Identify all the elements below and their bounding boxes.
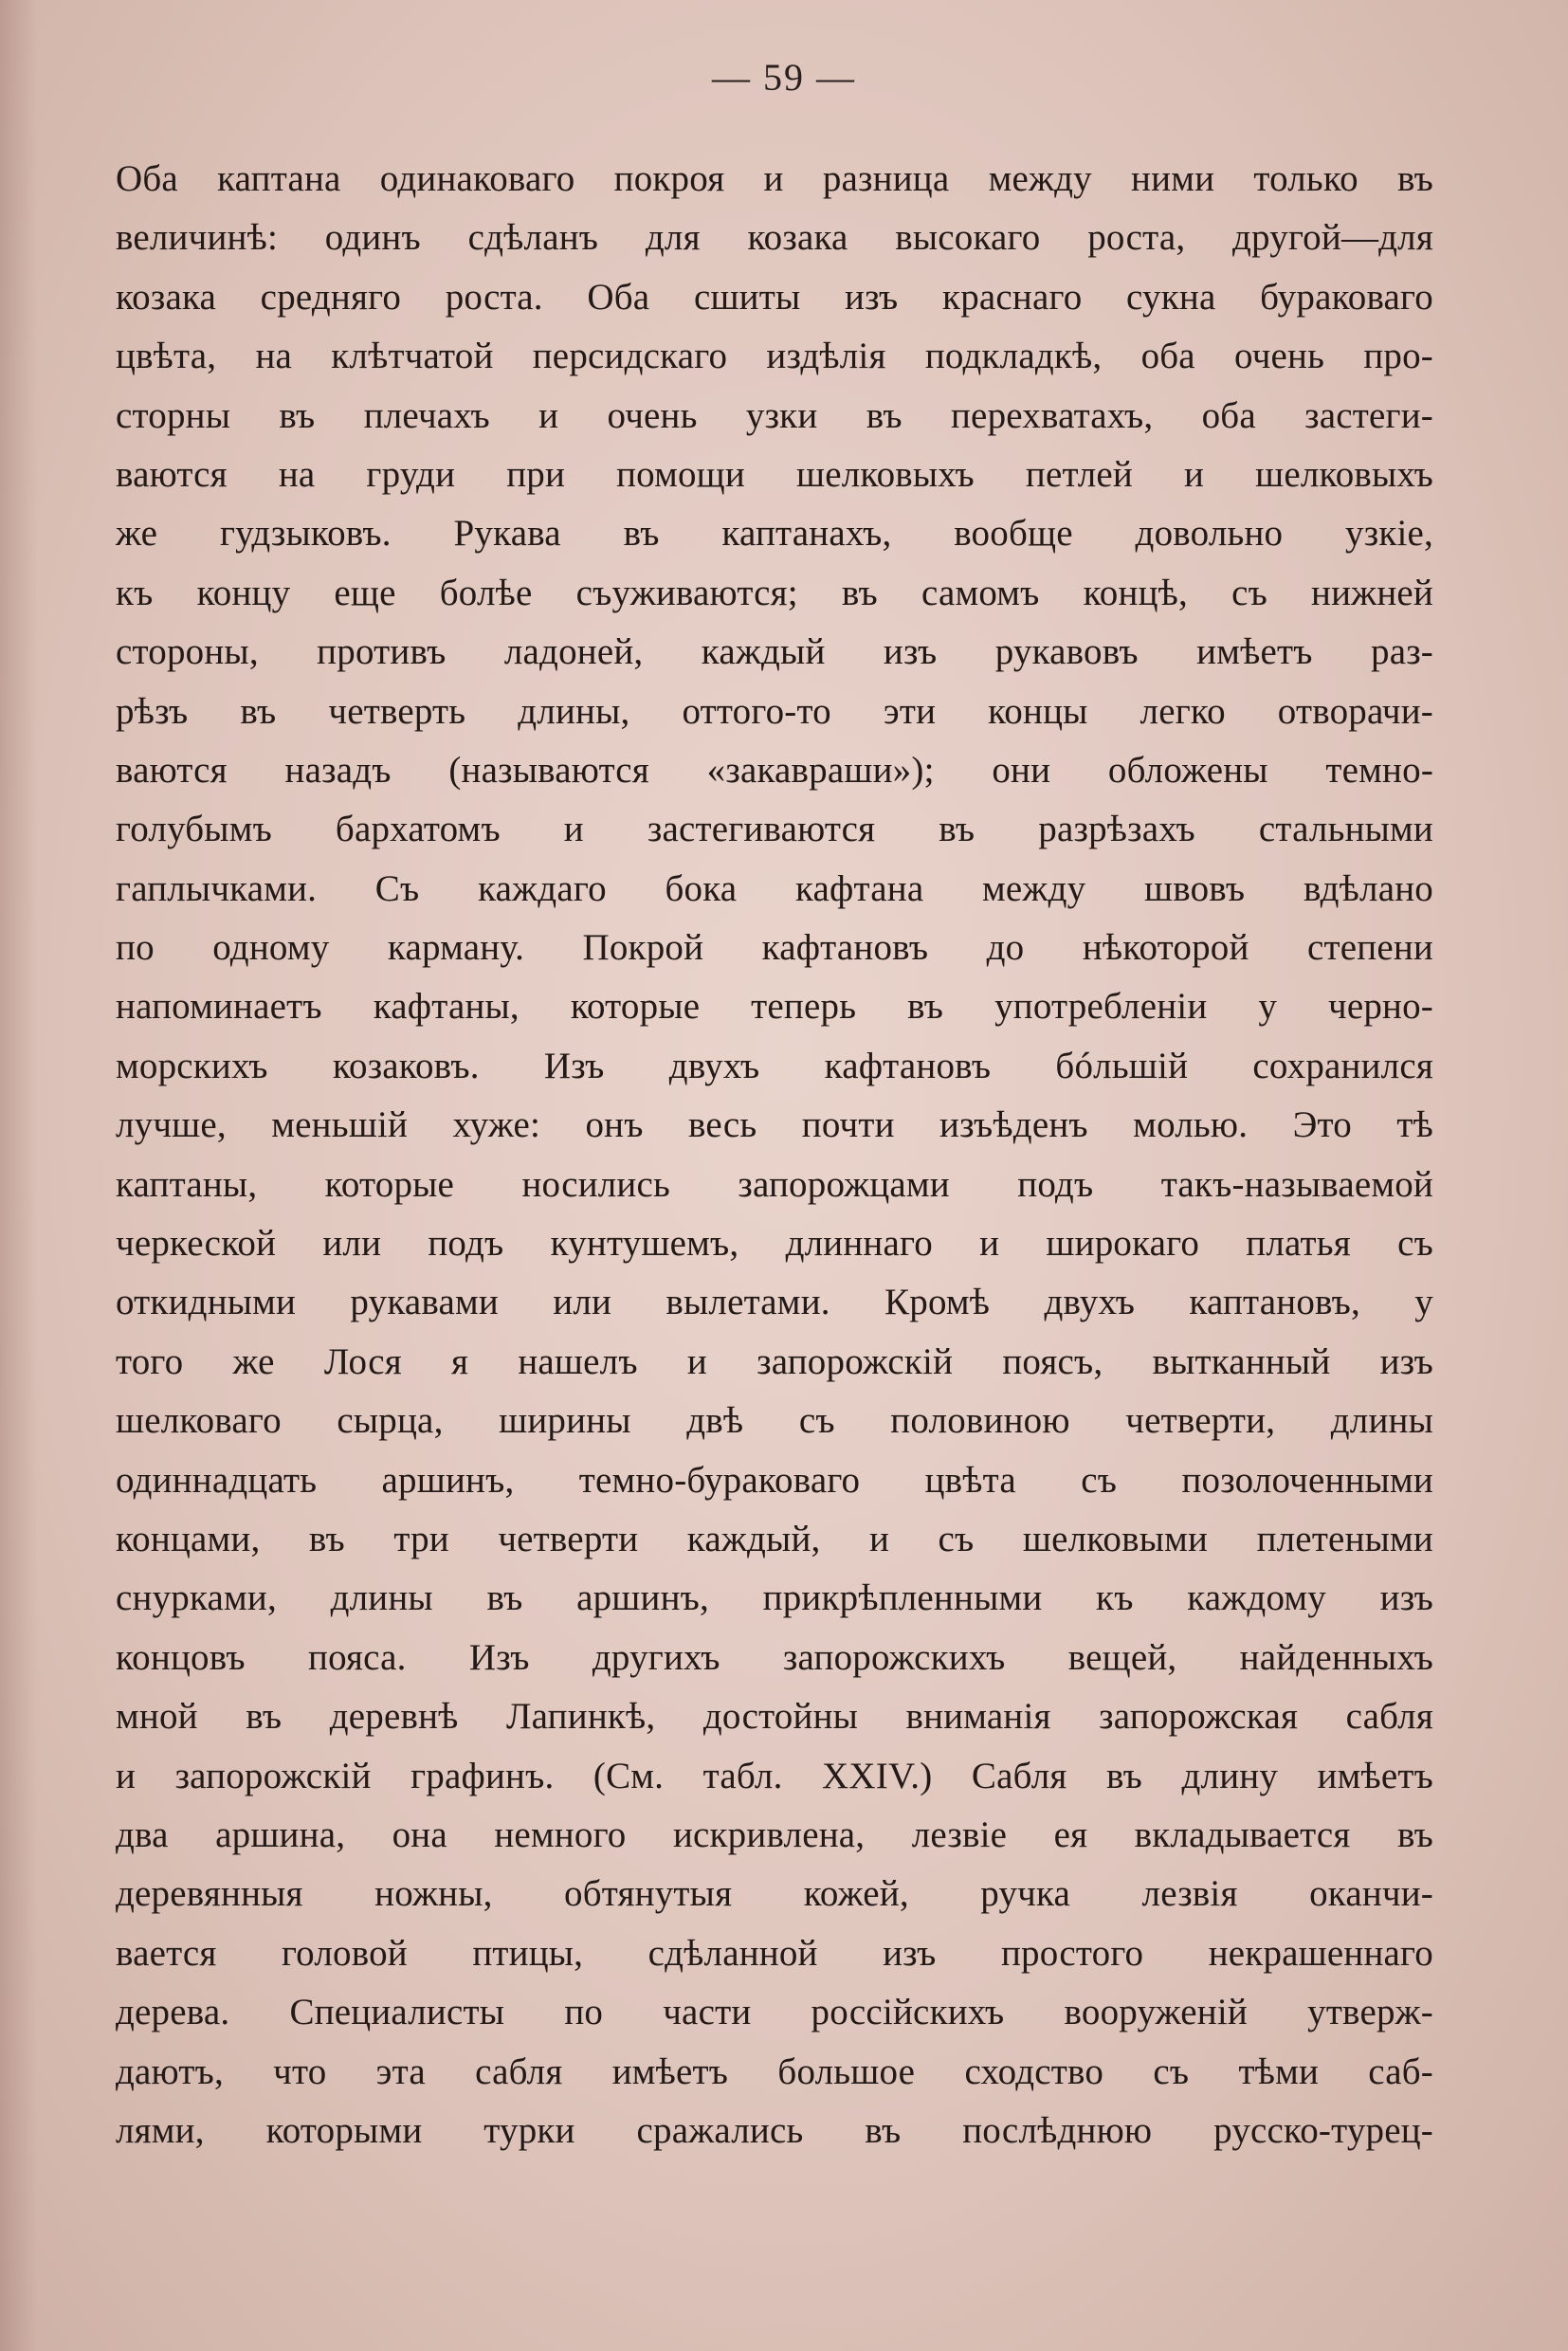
text-line: дерева. Специалисты по части россійскихъ вооруженій утверж- xyxy=(116,1992,1433,2033)
text-line: два аршина, она немного искривлена, лезвіе ея вкладывается въ xyxy=(116,1813,1433,1855)
text-line: величинѣ: одинъ сдѣланъ для козака высокаго роста, другой—для xyxy=(116,217,1433,259)
text-line: по одному карману. Покрой кафтановъ до нѣкоторой степени xyxy=(116,927,1433,969)
text-line: же гудзыковъ. Рукава въ каптанахъ, вообще довольно узкіе, xyxy=(116,513,1433,555)
text-line: того же Лося я нашелъ и запорожскій поясъ, вытканный изъ xyxy=(116,1340,1433,1382)
text-line: концами, въ три четверти каждый, и съ шелковыми плетеными xyxy=(116,1518,1433,1559)
text-line: рѣзъ въ четверть длины, оттого-то эти концы легко отворачи- xyxy=(116,690,1433,732)
page-number: — 59 — xyxy=(712,56,856,99)
text-line: сторны въ плечахъ и очень узки въ перехватахъ, оба застеги- xyxy=(116,394,1433,436)
text-line: и запорожскій графинъ. (См. табл. XXIV.) Сабля въ длину имѣетъ xyxy=(116,1755,1433,1796)
text-line: даютъ, что эта сабля имѣетъ большое сходство съ тѣми саб- xyxy=(116,2050,1433,2092)
text-line: снурками, длины въ аршинъ, прикрѣпленными къ каждому изъ xyxy=(116,1577,1433,1619)
text-line: ваются на груди при помощи шелковыхъ петлей и шелковыхъ xyxy=(116,453,1433,495)
text-line: каптаны, которые носились запорожцами подъ такъ-называемой xyxy=(116,1163,1433,1205)
text-line: вается головой птицы, сдѣланной изъ простого некрашеннаго xyxy=(116,1932,1433,1974)
text-line: гаплычками. Съ каждаго бока кафтана между швовъ вдѣлано xyxy=(116,867,1433,909)
text-line: лями, которыми турки сражались въ послѣднюю русско-турец- xyxy=(116,2109,1433,2151)
text-line: напоминаетъ кафтаны, которые теперь въ употребленіи у черно- xyxy=(116,986,1433,1028)
text-line: одиннадцать аршинъ, темно-бураковаго цвѣта съ позолоченными xyxy=(116,1459,1433,1501)
text-line: голубымъ бархатомъ и застегиваются въ разрѣзахъ стальными xyxy=(116,809,1433,850)
text-line: козака средняго роста. Оба сшиты изъ краснаго сукна бураковаго xyxy=(116,276,1433,318)
text-line: цвѣта, на клѣтчатой персидскаго издѣлія подкладкѣ, оба очень про- xyxy=(116,336,1433,377)
text-line: ваются назадъ (называются «закавраши»); они обложены темно- xyxy=(116,749,1433,791)
text-line: къ концу еще болѣе съуживаются; въ самомъ концѣ, съ нижней xyxy=(116,572,1433,613)
text-line: мной въ деревнѣ Лапинкѣ, достойны вниманія запорожская сабля xyxy=(116,1696,1433,1738)
text-line: морскихъ козаковъ. Изъ двухъ кафтановъ бóльшій сохранился xyxy=(116,1045,1433,1086)
text-line: концовъ пояса. Изъ другихъ запорожскихъ вещей, найденныхъ xyxy=(116,1636,1433,1678)
body-text xyxy=(116,150,1433,2160)
text-line: Оба каптана одинаковаго покроя и разница между ними только въ xyxy=(116,158,1433,199)
text-line: стороны, противъ ладоней, каждый изъ рукавовъ имѣетъ раз- xyxy=(116,631,1433,673)
page-edge-shadow xyxy=(0,0,38,2351)
text-line: деревянныя ножны, обтянутыя кожей, ручка лезвія оканчи- xyxy=(116,1873,1433,1915)
text-line: откидными рукавами или вылетами. Кромѣ двухъ каптановъ, у xyxy=(116,1282,1433,1323)
text-line: черкеской или подъ кунтушемъ, длиннаго и широкаго платья съ xyxy=(116,1223,1433,1265)
text-line: лучше, меньшій хуже: онъ весь почти изъѣденъ молью. Это тѣ xyxy=(116,1104,1433,1146)
text-line: шелковаго сырца, ширины двѣ съ половиною четверти, длины xyxy=(116,1400,1433,1442)
